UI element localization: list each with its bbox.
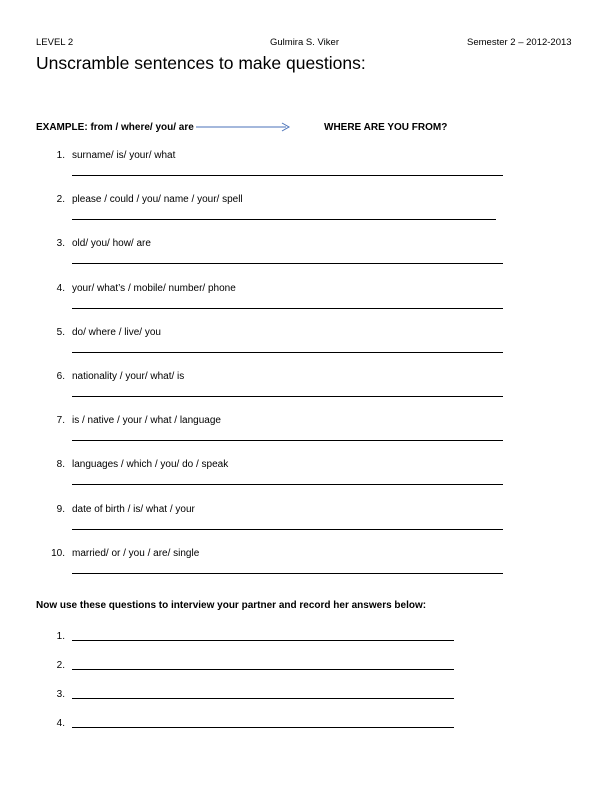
answer-number: 4. [56,718,65,729]
question-item [0,193,612,233]
level-label: LEVEL 2 [36,37,74,48]
question-number: 5. [56,326,65,338]
question-number: 7. [56,415,65,427]
author-name: Gulmira S. Viker [270,37,339,48]
answer-line[interactable] [72,573,503,574]
scrambled-words: your/ what’s / mobile/ number/ phone [72,282,236,294]
answer-line[interactable] [72,698,454,699]
answer-number: 3. [56,689,65,700]
answer-number: 1. [56,631,65,642]
question-item [0,237,612,277]
interview-answer-item [0,717,612,737]
interview-answer-item [0,688,612,708]
answer-line[interactable] [72,175,503,176]
question-number: 10. [51,547,65,559]
scrambled-words: languages / which / you/ do / speak [72,459,229,471]
scrambled-words: date of birth / is/ what / your [72,503,195,515]
question-number: 2. [56,194,65,206]
question-item [0,547,612,587]
question-number: 4. [56,282,65,294]
interview-answer-item [0,630,612,650]
question-item [0,370,612,410]
answer-line[interactable] [72,484,503,485]
answer-line[interactable] [72,396,503,397]
question-number: 3. [56,238,65,250]
answer-line[interactable] [72,352,503,353]
question-number: 6. [56,371,65,382]
scrambled-words: do/ where / live/ you [72,326,161,338]
scrambled-words: please / could / you/ name / your/ spell [72,194,243,206]
answer-line[interactable] [72,640,454,641]
answer-line[interactable] [72,308,503,309]
interview-heading: Now use these questions to interview your partner and record her answers below: [36,600,427,611]
question-number: 9. [56,503,65,515]
scrambled-words: old/ you/ how/ are [72,238,151,250]
example-answer: WHERE ARE YOU FROM? [324,122,448,133]
page-title: Unscramble sentences to make questions: [36,53,366,73]
scrambled-words: surname/ is/ your/ what [72,150,176,161]
question-item [0,282,612,322]
answer-line[interactable] [72,669,454,670]
question-number: 8. [56,459,65,471]
answer-line[interactable] [72,727,454,728]
answer-line[interactable] [72,219,496,220]
scrambled-words: nationality / your/ what/ is [72,371,185,382]
question-item [0,503,612,543]
interview-answer-item [0,659,612,679]
arrow-icon [196,121,294,133]
example-prompt: EXAMPLE: from / where/ you/ are [36,122,194,133]
question-number: 1. [56,150,65,161]
answer-line[interactable] [72,440,503,441]
scrambled-words: married/ or / you / are/ single [72,547,200,559]
answer-line[interactable] [72,263,503,264]
answer-line[interactable] [72,529,503,530]
answer-number: 2. [56,660,65,671]
scrambled-words: is / native / your / what / language [72,415,221,427]
semester-label: Semester 2 – 2012-2013 [467,37,572,48]
question-item [0,414,612,454]
question-item [0,458,612,498]
question-item [0,149,612,189]
question-item [0,326,612,366]
